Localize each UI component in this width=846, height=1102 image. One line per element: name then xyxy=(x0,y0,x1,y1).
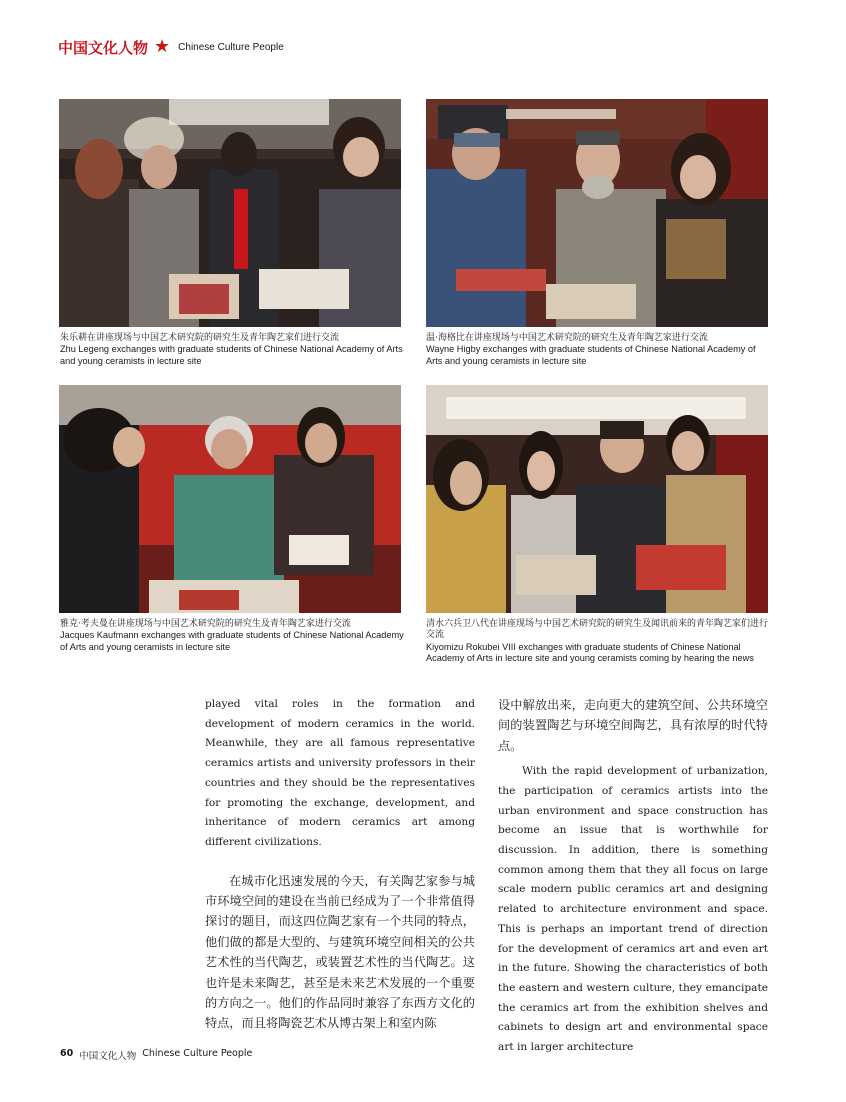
body-column-right xyxy=(498,695,768,1058)
photo-kiyomizu-rokubei xyxy=(426,385,768,613)
caption-photo-4 xyxy=(426,619,771,665)
caption-cn: 清水六兵卫八代在讲座现场与中国艺术研究院的研究生及闻讯前来的青年陶艺家们进行交流 xyxy=(426,619,769,641)
footer-title-cn: 中国文化人物 xyxy=(79,1051,137,1062)
star-icon: ★ xyxy=(154,36,171,57)
masthead xyxy=(58,36,284,58)
caption-en: Jacques Kaufmann exchanges with graduate students of Chinese National Academy of Arts and young ceramists in lecture site xyxy=(60,630,404,652)
caption-en: Kiyomizu Rokubei VIII exchanges with graduate students of Chinese National Academy of Arts in lecture site and young ceramists coming by hearing the news xyxy=(426,641,754,664)
body-paragraph-cn: 在城市化迅速发展的今天，有关陶艺家参与城市环境空间的建设在当前已经成为了一个非常值得探讨的题目，而这四位陶艺家有一个共同的特点，他们做的都是大型的、与建筑环境空间相关的公共艺术性的当代陶艺，或装置艺术性的当代陶艺。这也许是未来陶艺，甚至是未来艺术发展的一个重要的方向之一。他们的作品同时兼容了东西方文化的特点，而且将陶瓷艺术从博古架上和室内陈 xyxy=(205,873,475,1031)
caption-cn: 朱乐耕在讲座现场与中国艺术研究院的研究生及青年陶艺家们进行交流 xyxy=(60,333,340,343)
masthead-title-en: Chinese Culture People xyxy=(178,41,284,53)
body-paragraph-en: played vital roles in the formation and development of modern ceramics in the world. Meanwhile, they are all famous representative ceramics artists and university professors in their countries and they should be the representatives for promoting the exchange, development, and inheritance of modern ceramics art among different civilizations. xyxy=(205,698,475,848)
photo-zhu-legeng xyxy=(59,99,401,327)
photo-wayne-higby xyxy=(426,99,768,327)
photo-jacques-kaufmann xyxy=(59,385,401,613)
body-column-left xyxy=(205,695,475,1034)
caption-photo-3 xyxy=(60,619,405,653)
caption-en: Zhu Legeng exchanges with graduate students of Chinese National Academy of Arts and young ceramists in lecture site xyxy=(60,344,403,366)
masthead-title-cn: 中国文化人物 xyxy=(58,38,149,57)
body-paragraph-en: With the rapid development of urbanization, the participation of ceramics artists into the urban environment and space construction has become an issue that is worthwhile for discussion. In addition, there is something common among them that they all focus on large scale modern public ceramics art and designing related to architecture environment and space. This is perhaps an important trend of direction for the development of ceramics art and even art in the future. Showing the characteristics of both the eastern and western culture, they emancipate the ceramics art from the exhibition shelves and cabinets to design art and environmental space art in larger architecture xyxy=(498,765,768,1054)
footer-title-en: Chinese Culture People xyxy=(142,1048,253,1059)
caption-photo-1 xyxy=(60,333,405,367)
caption-cn: 雅克·考夫曼在讲座现场与中国艺术研究院的研究生及青年陶艺家进行交流 xyxy=(60,619,351,629)
page-footer xyxy=(60,1048,252,1062)
caption-cn: 温·海格比在讲座现场与中国艺术研究院的研究生及青年陶艺家进行交流 xyxy=(426,333,708,343)
caption-photo-2 xyxy=(426,333,771,367)
page-number: 60 xyxy=(60,1048,74,1059)
caption-en: Wayne Higby exchanges with graduate students of Chinese National Academy of Arts and young ceramists in lecture site xyxy=(426,344,756,366)
body-paragraph-cn: 设中解放出来，走向更大的建筑空间、公共环境空间的装置陶艺与环境空间陶艺，具有浓厚的时代特点。 xyxy=(498,698,768,753)
